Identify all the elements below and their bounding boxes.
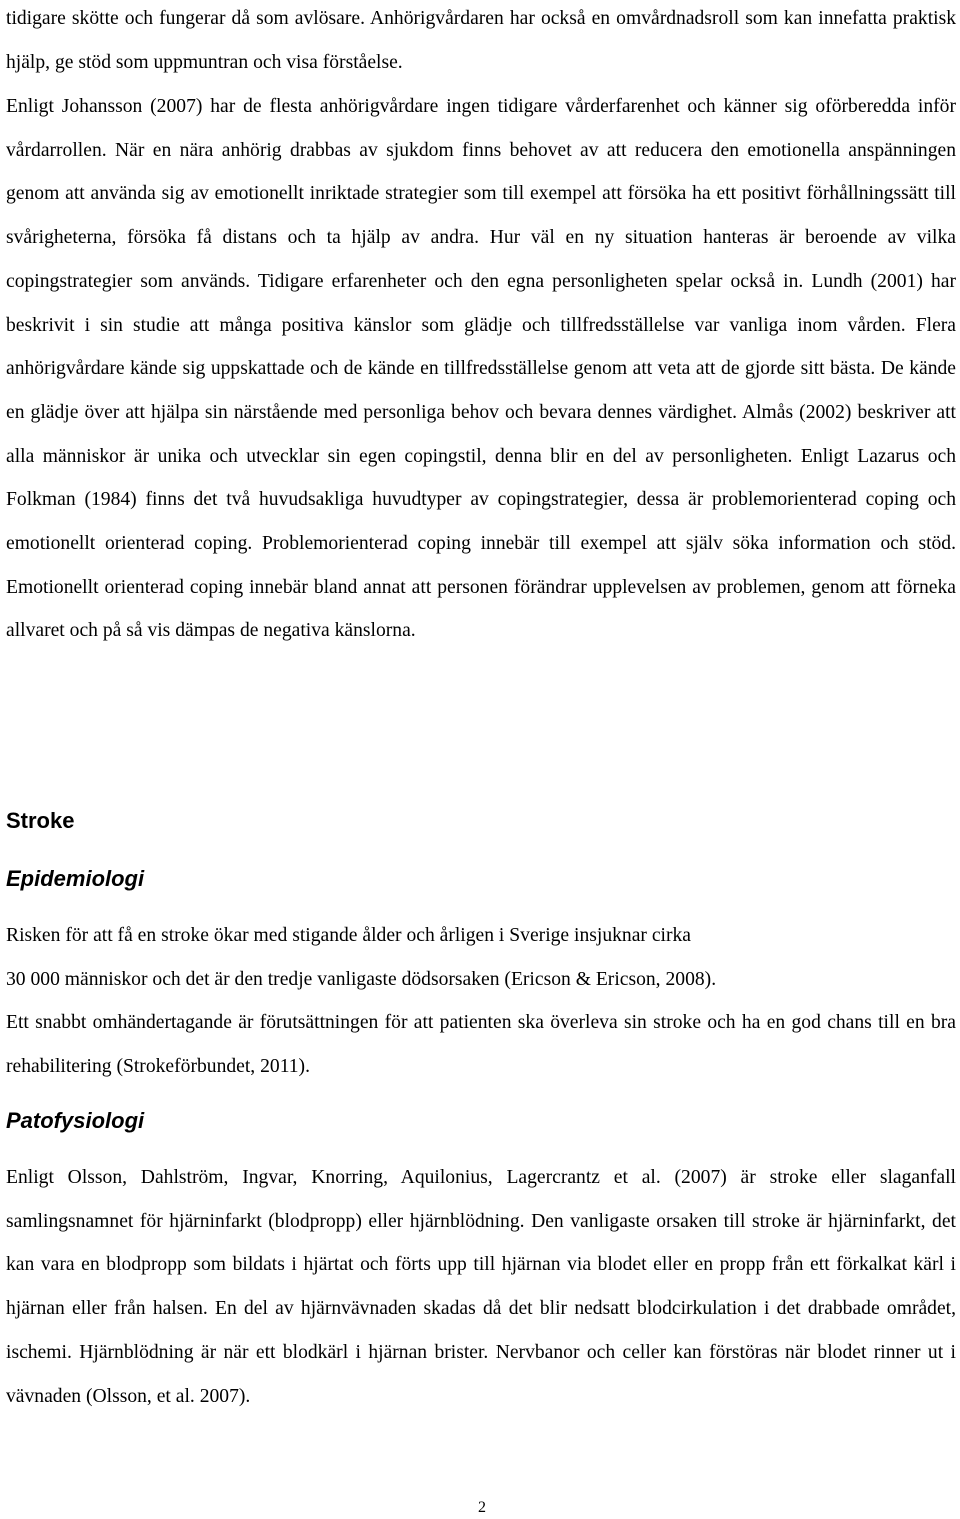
paragraph-text: Ett snabbt omhändertagande är förutsättningen för att patienten ska överleva sin stroke och ha en god chans till en bra rehabilitering (Strokeförbundet, 2011). — [6, 1012, 956, 1078]
paragraph-pathophysiology — [6, 1156, 956, 1418]
paragraph-coping — [6, 85, 956, 653]
heading-patofysiologi: Patofysiologi — [6, 1108, 145, 1133]
paragraph-text: Enligt Olsson, Dahlström, Ingvar, Knorring, Aquilonius, Lagercrantz et al. (2007) är stroke eller slaganfall samlingsnamnet för hjärninfarkt (blodpropp) eller hjärnblödning. Den vanligaste orsaken till stroke är hjärninfarkt, det kan vara en blodpropp som bildats i hjärtat och förts upp till hjärnan via blodet eller en propp från ett förkalkat kärl i hjärnan eller från halsen. En del av hjärnvävnaden skadas då det blir nedsatt blodcirkulation i det drabbade området, ischemi. Hjärnblödning är när ett blodkärl i hjärnan brister. Nervbanor och celler kan förstöras när blodet rinner ut i vävnaden (Olsson, et al. 2007). — [6, 1167, 956, 1407]
heading-stroke: Stroke — [6, 808, 75, 833]
page-number: 2 — [478, 1499, 486, 1516]
paragraph-caregiver-role — [6, 0, 956, 84]
paragraph-text: tidigare skötte och fungerar då som avlösare. Anhörigvårdaren har också en omvårdnadsroll som kan innefatta praktisk hjälp, ge stöd som uppmuntran och visa förståelse. — [6, 8, 956, 73]
paragraph-epidemiology — [6, 914, 956, 1089]
paragraph-line: Risken för att få en stroke ökar med stigande ålder och årligen i Sverige insjuknar cirka — [6, 925, 692, 946]
paragraph-line: 30 000 människor och det är den tredje vanligaste dödsorsaken (Ericson & Ericson, 2008). — [6, 968, 717, 990]
paragraph-text: Enligt Johansson (2007) har de flesta anhörigvårdare ingen tidigare vårderfarenhet och känner sig oförberedda inför vårdarrollen. När en nära anhörig drabbas av sjukdom finns behovet av att reducera den emotionella anspänningen genom att använda sig av emotionellt inriktade strategier som till exempel att försöka ha ett positivt förhållningssätt till svårigheterna, försöka få distans och ta hjälp av andra. Hur väl en ny situation hanteras är beroende av vilka copingstrategier som används. Tidigare erfarenheter och den egna personligheten spelar också in. Lundh (2001) har beskrivit i sin studie att många positiva känslor som glädje och tillfredsställelse var vanliga inom vården. Flera anhörigvårdare kände sig uppskattade och de kände en tillfredsställelse genom att veta att de gjorde sitt bästa. De kände en glädje över att hjälpa sin närstående med personliga behov och bevara dennes värdighet. Almås (2002) beskriver att alla människor är unika och utvecklar sin egen copingstil, denna blir en del av personligheten. Enligt Lazarus och Folkman (1984) finns det två huvudsakliga huvudtyper av copingstrategier, dessa är problemorienterad coping och emotionellt orienterad coping. Problemorienterad coping innebär till exempel att själv söka information och stöd. Emotionellt orienterad coping innebär bland annat att personen förändrar upplevelsen av problemen, genom att förneka allvaret och på så vis dämpas de negativa känslorna. — [6, 96, 956, 642]
heading-epidemiologi: Epidemiologi — [6, 866, 145, 891]
